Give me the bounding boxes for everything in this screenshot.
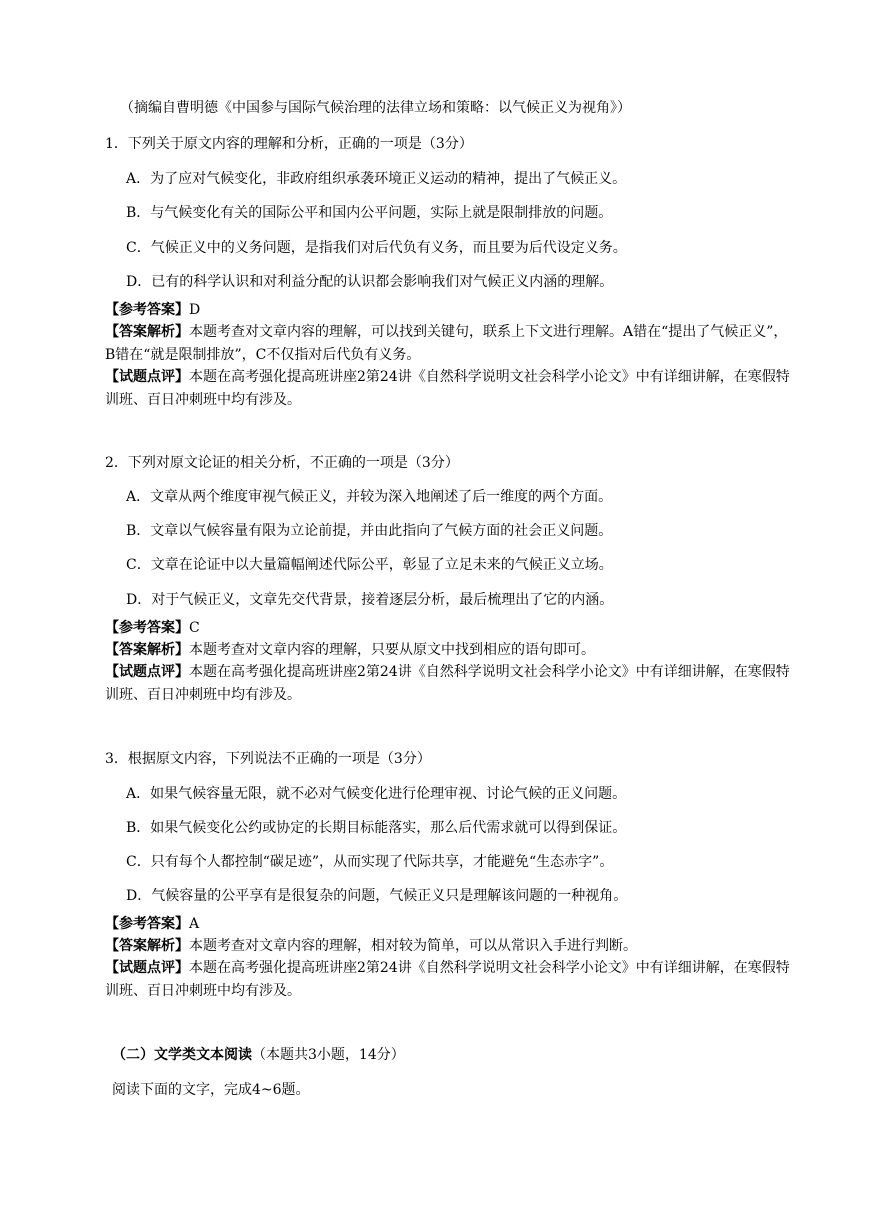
option-d: D．气候容量的公平享有是很复杂的问题，气候正义只是理解该问题的一种视角。: [126, 888, 628, 904]
analysis-tag: 【答案解析】: [105, 324, 189, 340]
answer-value: A: [189, 916, 200, 932]
review-tag: 【试题点评】: [105, 369, 189, 385]
review-paragraph: [105, 957, 795, 1003]
answer-value: D: [189, 302, 201, 318]
review-paragraph: [105, 661, 795, 707]
source-citation: （摘编自曹明德《中国参与国际气候治理的法律立场和策略：以气候正义为视角》）: [120, 100, 631, 116]
analysis-tag: 【答案解析】: [105, 642, 189, 658]
review-paragraph: [105, 366, 795, 412]
option-b: B．如果气候变化公约或协定的长期目标能落实，那么后代需求就可以得到保证。: [126, 820, 627, 836]
review-tag: 【试题点评】: [105, 664, 189, 680]
question-stem: 2．下列对原文论证的相关分析，不正确的一项是（3分）: [105, 455, 459, 471]
review-text: 本题在高考强化提高班讲座2第24讲《自然科学说明文社会科学小论文》中有详细讲解，在寒假特训班、百日冲刺班中均有涉及。: [105, 369, 790, 408]
option-a: A．如果气候容量无限，就不必对气候变化进行伦理审视、讨论气候的正义问题。: [126, 786, 627, 802]
option-c: C．文章在论证中以大量篇幅阐述代际公平，彰显了立足未来的气候正义立场。: [126, 557, 613, 573]
option-a: A．为了应对气候变化，非政府组织承袭环境正义运动的精神，提出了气候正义。: [126, 171, 627, 187]
answer-line: [105, 915, 795, 933]
review-tag: 【试题点评】: [105, 960, 189, 976]
answer-tag: 【参考答案】: [105, 916, 189, 932]
option-d: D．已有的科学认识和对利益分配的认识都会影响我们对气候正义内涵的理解。: [126, 274, 614, 290]
analysis-tag: 【答案解析】: [105, 938, 189, 954]
question-stem: 1．下列关于原文内容的理解和分析，正确的一项是（3分）: [105, 136, 473, 152]
analysis-text: 本题考查对文章内容的理解，可以找到关键句，联系上下文进行理解。A错在“提出了气候正义”，B错在“就是限制排放”，C不仅指对后代负有义务。: [105, 324, 788, 363]
answer-value: C: [189, 620, 200, 636]
analysis-text: 本题考查对文章内容的理解，只要从原文中找到相应的语句即可。: [189, 642, 595, 658]
section-heading: [112, 1046, 802, 1064]
analysis-paragraph: [105, 639, 795, 662]
option-b: B．文章以气候容量有限为立论前提，并由此指向了气候方面的社会正义问题。: [126, 523, 613, 539]
option-c: C．气候正义中的义务问题，是指我们对后代负有义务，而且要为后代设定义务。: [126, 240, 627, 256]
question-stem: 3．根据原文内容，下列说法不正确的一项是（3分）: [105, 751, 431, 767]
analysis-paragraph: [105, 321, 795, 367]
review-text: 本题在高考强化提高班讲座2第24讲《自然科学说明文社会科学小论文》中有详细讲解，在寒假特训班、百日冲刺班中均有涉及。: [105, 960, 790, 999]
option-c: C．只有每个人都控制“碳足迹”，从而实现了代际共享，才能避免“生态赤字”。: [126, 854, 614, 870]
answer-line: [105, 619, 795, 637]
section-title: （二）文学类文本阅读: [112, 1047, 252, 1063]
answer-tag: 【参考答案】: [105, 302, 189, 318]
section-instruction: 阅读下面的文字，完成4~6题。: [112, 1082, 310, 1098]
option-b: B．与气候变化有关的国际公平和国内公平问题，实际上就是限制排放的问题。: [126, 205, 613, 221]
review-text: 本题在高考强化提高班讲座2第24讲《自然科学说明文社会科学小论文》中有详细讲解，在寒假特训班、百日冲刺班中均有涉及。: [105, 664, 790, 703]
option-a: A．文章从两个维度审视气候正义，并较为深入地阐述了后一维度的两个方面。: [126, 489, 613, 505]
answer-tag: 【参考答案】: [105, 620, 189, 636]
analysis-paragraph: [105, 935, 795, 958]
section-note: （本题共3小题，14分）: [252, 1047, 405, 1063]
option-d: D．对于气候正义，文章先交代背景，接着逐层分析，最后梳理出了它的内涵。: [126, 592, 614, 608]
analysis-text: 本题考查对文章内容的理解，相对较为简单，可以从常识入手进行判断。: [189, 938, 637, 954]
answer-line: [105, 301, 795, 319]
